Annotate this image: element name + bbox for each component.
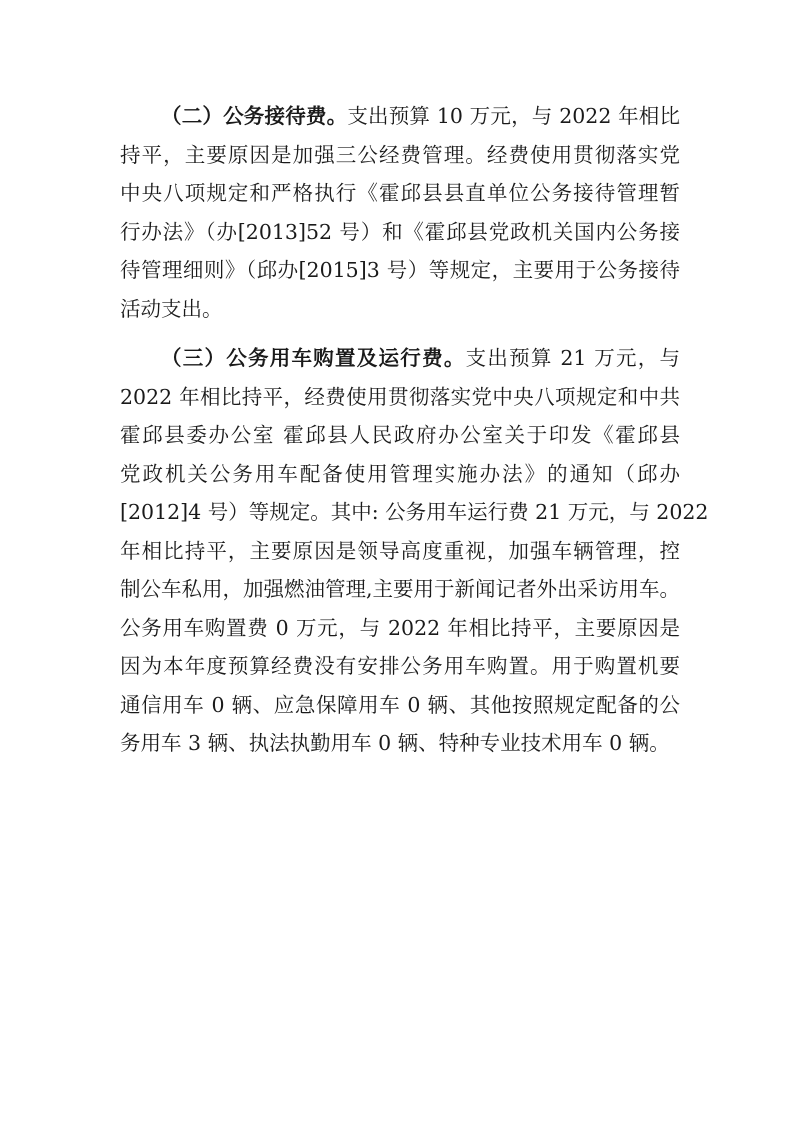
- line-text: 支出预算 10 万元，与 2022 年相比: [347, 104, 680, 128]
- paragraph-line: 2022 年相比持平，经费使用贯彻落实党中央八项规定和中共: [120, 384, 680, 409]
- paragraph-line: [120, 339, 680, 378]
- paragraph-line: [120, 97, 680, 136]
- paragraph-line: 制公车私用，加强燃油管理,主要用于新闻记者外出采访用车。: [120, 577, 681, 601]
- paragraph-line: 霍邱县委办公室 霍邱县人民政府办公室关于印发《霍邱县: [120, 423, 680, 447]
- paragraph-line: 行办法》（办[2013]52 号）和《霍邱县党政机关国内公务接: [120, 219, 680, 244]
- section-heading: （三）公务用车购置及运行费。: [161, 346, 466, 370]
- document-body: [120, 97, 709, 763]
- section-official-reception: [120, 97, 680, 328]
- paragraph-line: 持平，主要原因是加强三公经费管理。经费使用贯彻落实党: [120, 142, 680, 167]
- paragraph-line: 因为本年度预算经费没有安排公务用车购置。用于购置机要: [120, 654, 680, 678]
- paragraph-line: 年相比持平，主要原因是领导高度重视，加强车辆管理，控: [120, 538, 680, 563]
- paragraph-line: 公务用车购置费 0 万元，与 2022 年相比持平，主要原因是: [120, 615, 680, 640]
- section-heading: （二）公务接待费。: [161, 104, 348, 128]
- paragraph-line: 党政机关公务用车配备使用管理实施办法》的通知（邱办: [120, 461, 680, 486]
- paragraph-line: 中央八项规定和严格执行《霍邱县县直单位公务接待管理暂: [120, 181, 680, 205]
- section-official-vehicles: [120, 339, 709, 763]
- paragraph-line: 活动支出。: [120, 296, 223, 321]
- paragraph-line: 务用车 3 辆、执法执勤用车 0 辆、特种专业技术用车 0 辆。: [120, 731, 670, 755]
- paragraph-line: 通信用车 0 辆、应急保障用车 0 辆、其他按照规定配备的公: [120, 692, 680, 717]
- paragraph-line: 待管理细则》（邱办[2015]3 号）等规定，主要用于公务接待: [120, 258, 680, 282]
- paragraph-line: [2012]4 号）等规定。其中: 公务用车运行费 21 万元，与 2022: [120, 500, 709, 524]
- line-text: 支出预算 21 万元，与: [465, 346, 680, 370]
- paragraph-gap: [120, 328, 680, 339]
